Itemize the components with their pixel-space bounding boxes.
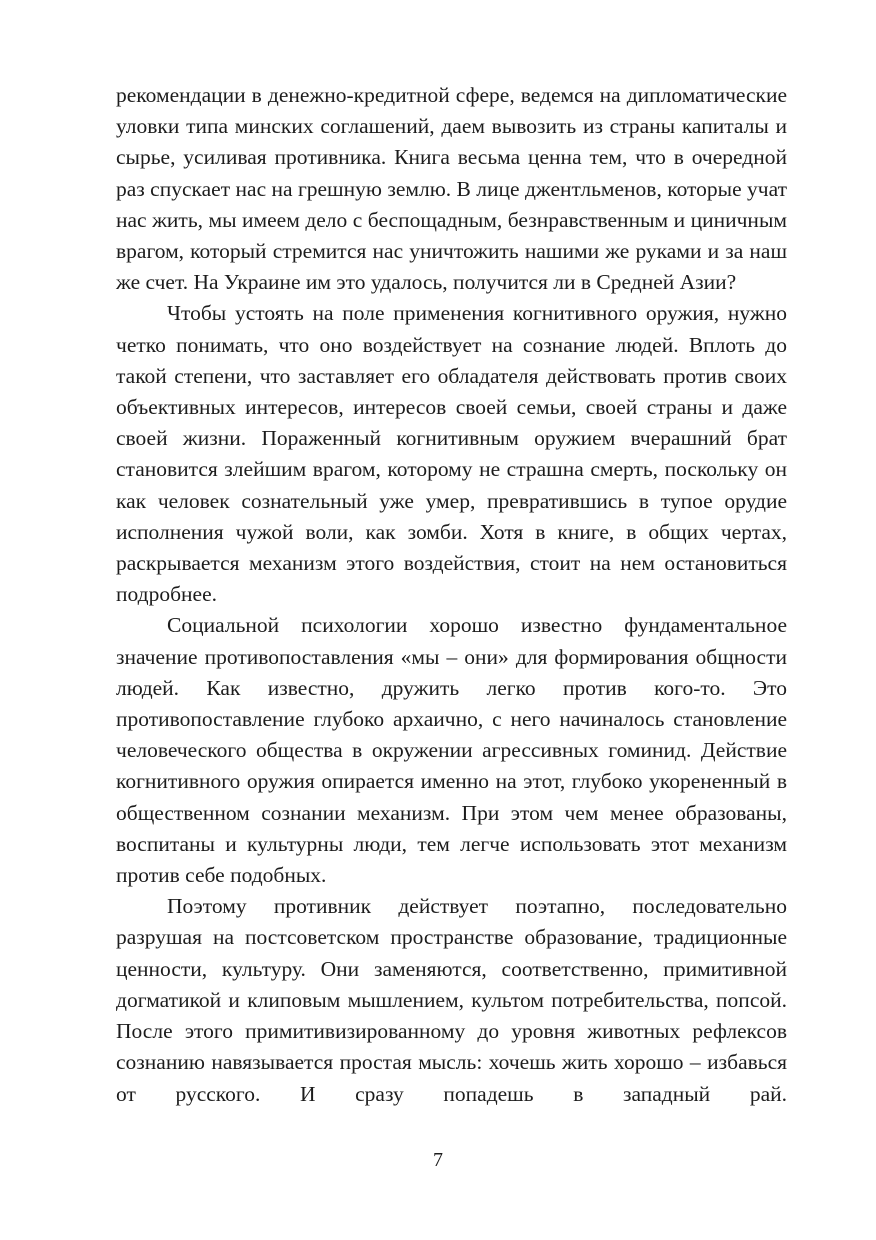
paragraph: Чтобы устоять на поле применения когнитивного оружия, нужно четко понимать, что оно воздействует на сознание людей. Вплоть до такой степени, что заставляет его обладателя действовать против своих объективных интересов, интересов своей семьи, своей страны и даже своей жизни. Пораженный когнитивным оружием вчерашний брат становится злейшим врагом, которому не страшна смерть, поскольку он как человек сознательный уже умер, превратившись в тупое орудие исполнения чужой воли, как зомби. Хотя в книге, в общих чертах, раскрывается механизм этого воздействия, стоит на нем остановиться подробнее. xyxy=(116,301,787,607)
page-number: 7 xyxy=(433,1149,443,1171)
paragraph: Социальной психологии хорошо известно фундаментальное значение противопоставления «мы – они» для формирования общности людей. Как известно, дружить легко против кого-то. Это противопоставление глубоко архаично, с него начиналось становление человеческого общества в окружении агрессивных гоминид. Действие когнитивного оружия опирается именно на этот, глубоко укорененный в общественном сознании механизм. При этом чем менее образованы, воспитаны и культурны люди, тем легче использовать этот механизм против себе подобных. xyxy=(116,613,787,888)
paragraph-continued: рекомендации в денежно-кредитной сфере, ведемся на дипломатические уловки типа минских соглашений, даем вывозить из страны капиталы и сырье, усиливая противника. Книга весьма ценна тем, что в очередной раз спускает нас на грешную землю. В лице джентльменов, которые учат нас жить, мы имеем дело с беспощадным, безнравственным и циничным врагом, который стремится нас уничтожить нашими же руками и за наш же счет. На Украине им это удалось, получится ли в Средней Азии? xyxy=(116,83,787,295)
paragraph: Поэтому противник действует поэтапно, последовательно разрушая на постсоветском пространстве образование, традиционные ценности, культуру. Они заменяются, соответственно, примитивной догматикой и клиповым мышлением, культом потребительства, попсой. После этого примитивизированному до уровня животных рефлексов сознанию навязывается простая мысль: хочешь жить хорошо – избавься от русского. И сразу попадешь в западный рай. xyxy=(116,894,787,1106)
body-text xyxy=(116,80,787,1110)
